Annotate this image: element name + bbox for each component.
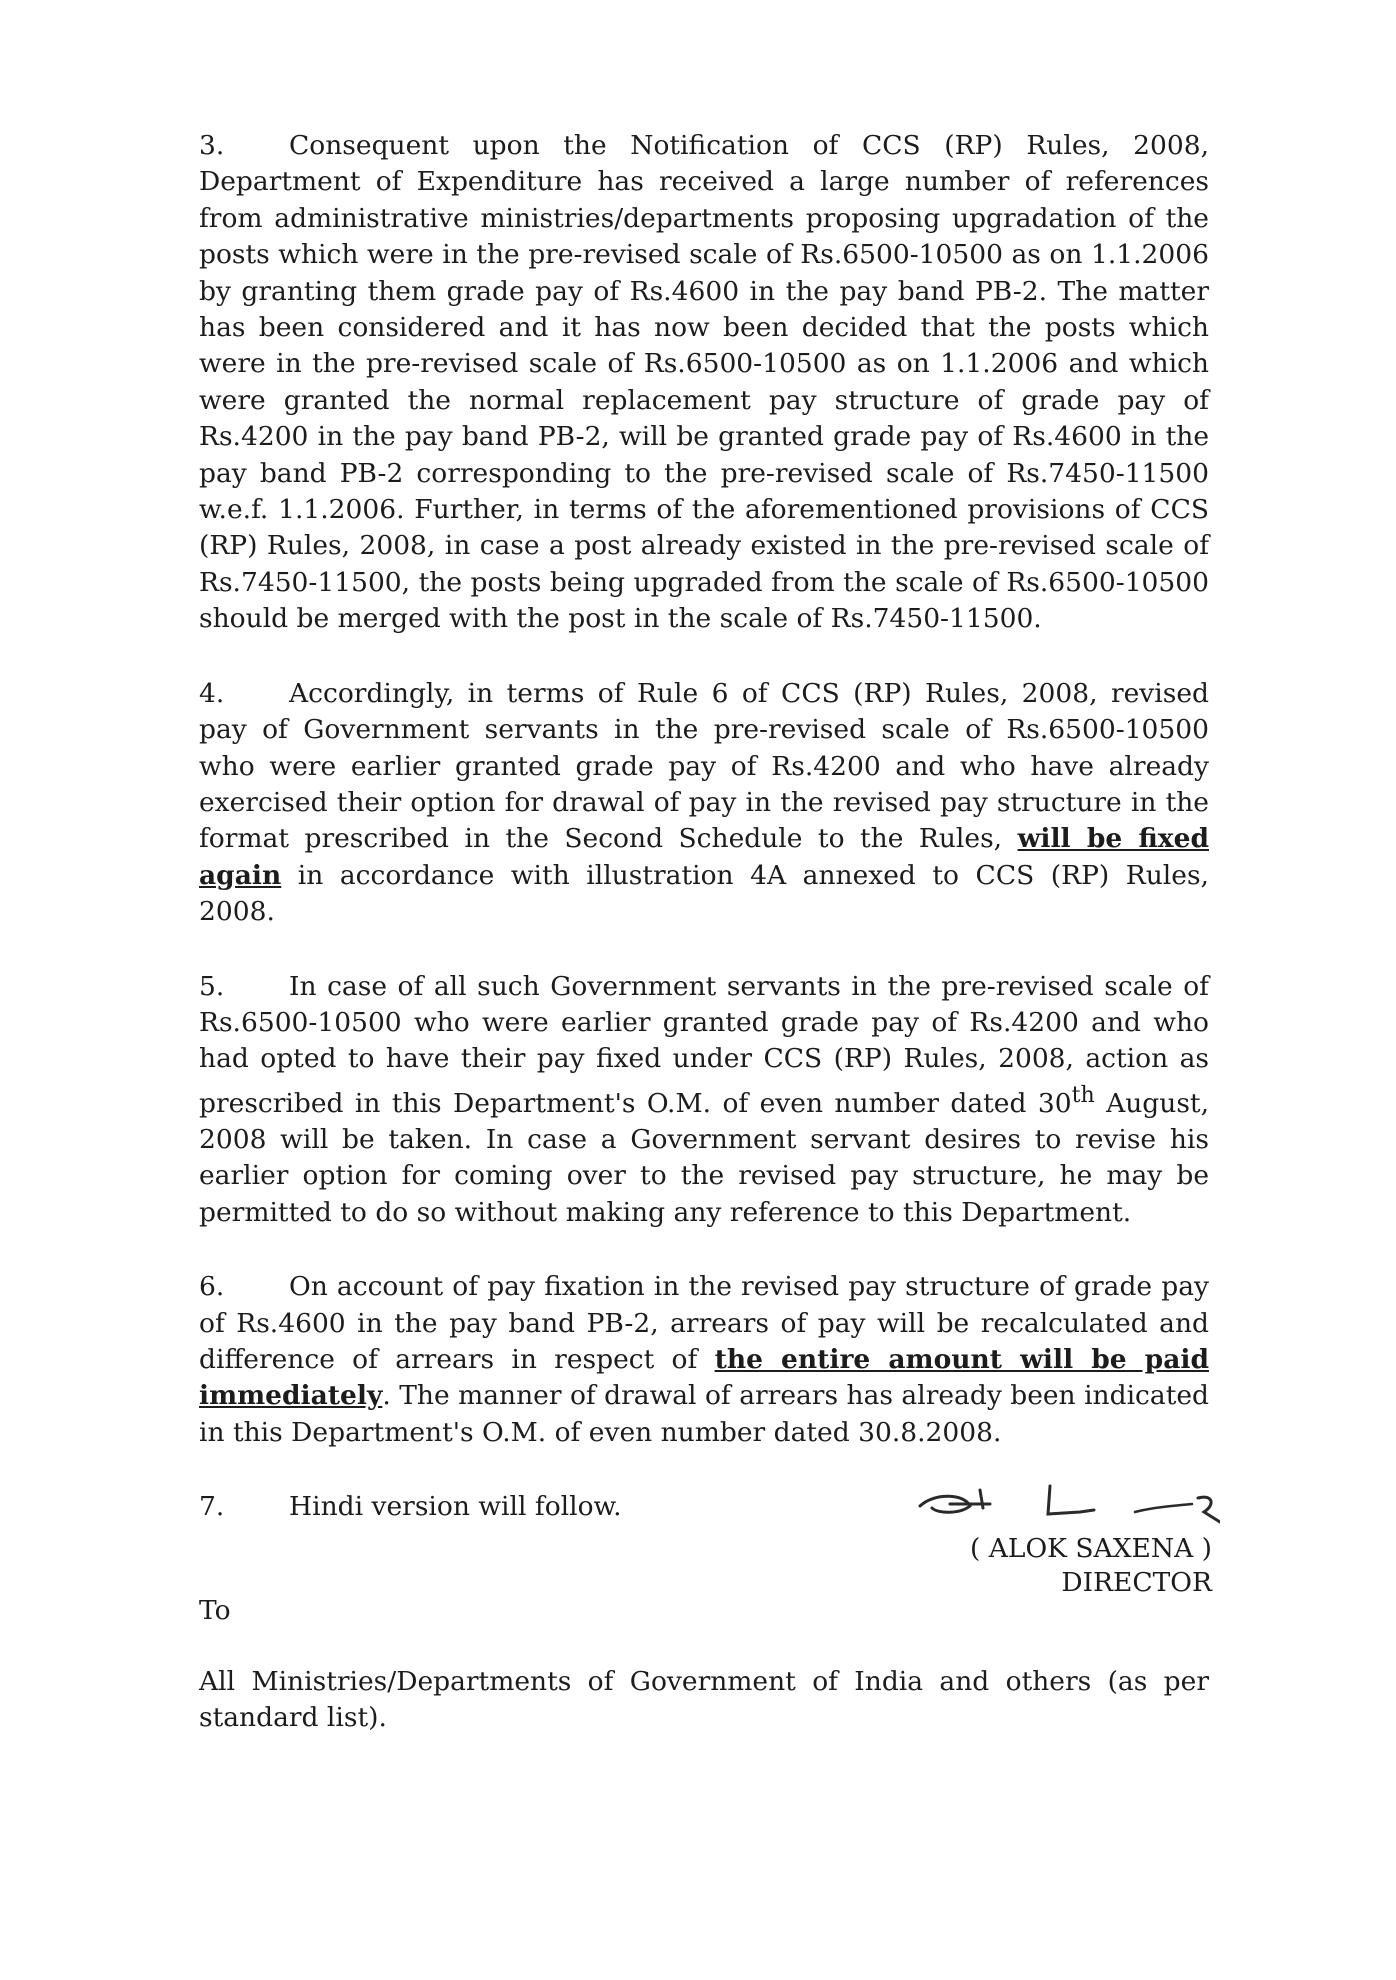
- paragraph-text: Consequent upon the Notification of CCS (RP) Rules, 2008, Department of Expenditure has received a large number of references from administrative ministries/departments proposing upgradation of the posts which were in the pre-revised scale of Rs.6500-10500 as on 1.1.2006 by granting them grade pay of Rs.4600 in the pay band PB-2. The matter has been considered and it has now been decided that the posts which were in the pre-revised scale of Rs.6500-10500 as on 1.1.2006 and which were granted the normal replacement pay structure of grade pay of Rs.4200 in the pay band PB-2, will be granted grade pay of Rs.4600 in the pay band PB-2 corresponding to the pre-revised scale of Rs.7450-11500 w.e.f. 1.1.2006. Further, in terms of the aforementioned provisions of CCS (RP) Rules, 2008, in case a post already existed in the pre-revised scale of Rs.7450-11500, the posts being upgraded from the scale of Rs.6500-10500 should be merged with the post in the scale of Rs.7450-11500.: [199, 130, 1209, 635]
- document-body: [199, 128, 1209, 1525]
- paragraph-text: August, 2008 will be taken. In case a Government servant desires to revise his earlier option for coming over to the revised pay structure, he may be permitted to do so without making any reference to this Department.: [199, 1087, 1209, 1228]
- ordinal-suffix: th: [1071, 1082, 1095, 1108]
- signature-block: [880, 1470, 1220, 1600]
- emphasized-text: will be fixed again: [199, 823, 1209, 891]
- paragraph-text: Hindi version will follow.: [289, 1491, 622, 1523]
- handwritten-signature-icon: [880, 1470, 1220, 1532]
- signatory-name: ( ALOK SAXENA ): [969, 1533, 1212, 1564]
- paragraph-5: [199, 969, 1209, 1232]
- paragraph-3: [199, 128, 1209, 638]
- paragraph-text: On account of pay fixation in the revised pay structure of grade pay of Rs.4600 in the pay band PB-2, arrears of pay will be recalculated and difference of arrears in respect of: [199, 1271, 1209, 1376]
- paragraph-6: [199, 1269, 1209, 1451]
- paragraph-text: in accordance with illustration 4A annexed to CCS (RP) Rules, 2008.: [199, 859, 1209, 928]
- paragraph-number: 4.: [199, 677, 225, 709]
- emphasized-text: the entire amount will be paid immediately: [199, 1344, 1209, 1412]
- recipients-text: All Ministries/Departments of Government of India and others (as per standard list).: [199, 1666, 1209, 1734]
- paragraph-number: 5.: [199, 970, 225, 1002]
- paragraph-number: 3.: [199, 130, 225, 161]
- paragraph-text: In case of all such Government servants in the pre-revised scale of Rs.6500-10500 who were earlier granted grade pay of Rs.4200 and who had opted to have their pay fixed under CCS (RP) Rules, 2008, action as prescribed in this Department's O.M. of even number dated 30: [199, 970, 1209, 1119]
- paragraph-number: 6.: [199, 1271, 225, 1303]
- to-label: To: [199, 1595, 231, 1626]
- paragraph-number: 7.: [199, 1491, 225, 1523]
- paragraph-text: . The manner of drawal of arrears has already been indicated in this Department's O.M. of even number dated 30.8.2008.: [199, 1380, 1209, 1448]
- signatory-designation: DIRECTOR: [1061, 1567, 1212, 1598]
- paragraph-4: [199, 676, 1209, 931]
- paragraph-text: Accordingly, in terms of Rule 6 of CCS (RP) Rules, 2008, revised pay of Government servants in the pre-revised scale of Rs.6500-10500 who were earlier granted grade pay of Rs.4200 and who have already exercised their option for drawal of pay in the revised pay structure in the format prescribed in the Second Schedule to the Rules,: [199, 677, 1209, 855]
